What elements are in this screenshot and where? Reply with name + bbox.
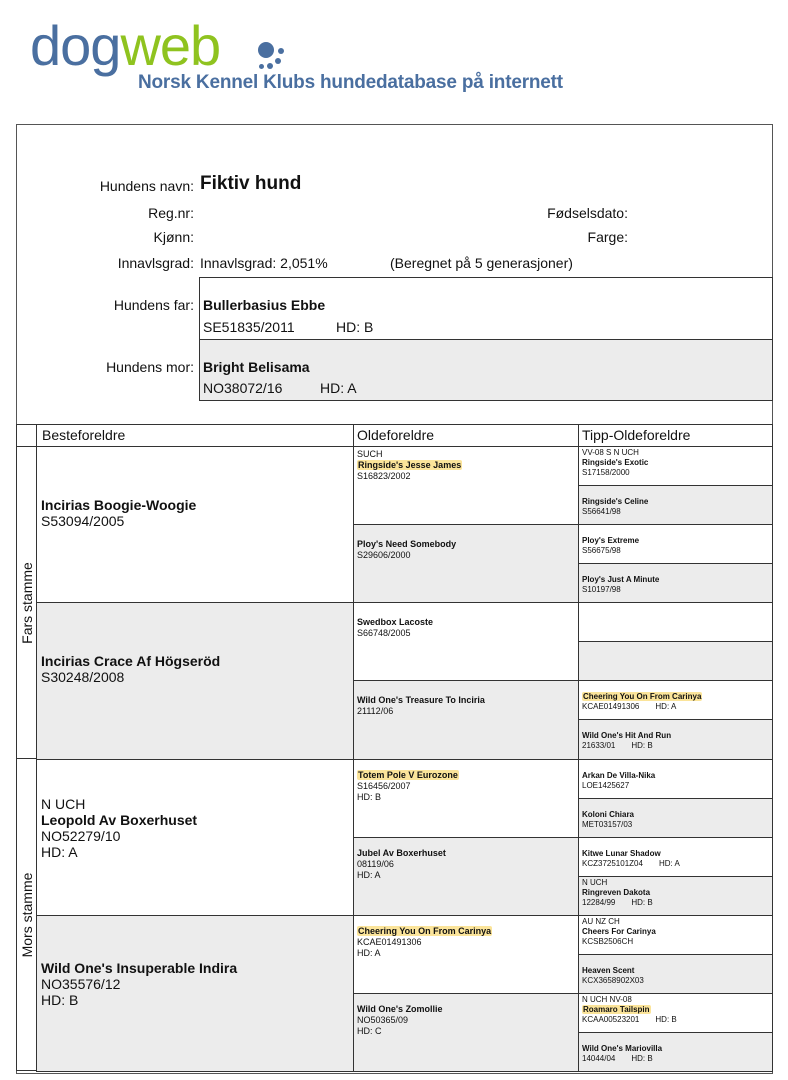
dam-line-label [16,758,37,1071]
hd-status: HD: A [658,859,680,868]
reg-line [582,937,772,947]
reg-number: S29606/2000 [357,550,411,560]
dog-name: Incirias Crace Af Högseröd [41,653,221,669]
hd-status: HD: B [631,1054,653,1063]
grandparent-entry [41,796,353,860]
color-label: Farge: [587,229,628,245]
header-great-great-grandparents: Tipp-Oldeforeldre [578,424,773,447]
great-grandparent-entry [357,603,578,639]
reg-line [582,585,772,595]
dog-name-text: Kitwe Lunar Shadow [582,849,661,858]
great-grandparent-cell[interactable] [353,602,579,681]
father-reg: SE51835/2011 [203,319,295,335]
hd-status: HD: A [41,843,78,860]
hd-status: HD: B [655,1015,677,1024]
reg-number: 21633/01 [582,741,616,750]
great-great-grandparent-cell[interactable] [578,837,773,877]
great-great-grandparent-entry [582,486,772,517]
dam-line-text: Mors stamme [18,872,35,957]
grandparent-entry [41,497,353,529]
great-great-grandparent-entry [582,1033,772,1064]
grandparent-cell[interactable] [36,759,354,916]
great-grandparent-entry [357,760,578,803]
logo-web-text: web [120,14,221,77]
great-great-grandparent-cell[interactable] [578,524,773,564]
great-grandparent-cell[interactable] [353,759,579,838]
reg-number: 08119/06 [357,859,394,869]
great-great-grandparent-cell[interactable] [578,915,773,955]
reg-line [357,1015,578,1026]
great-great-grandparent-cell[interactable] [578,680,773,720]
reg-number: 21112/06 [357,706,394,716]
great-great-grandparent-cell[interactable] [578,719,773,760]
inbreeding-label: Innavlsgrad: [117,255,194,271]
title-text: N UCH [41,795,86,812]
dog-name-text: Swedbox Lacoste [357,617,434,627]
regnr-label: Reg.nr: [148,205,194,221]
dog-name [582,849,772,859]
hd-status: HD: B [41,991,79,1008]
dog-name [582,536,772,546]
reg-number: NO35576/12 [41,975,121,992]
great-grandparent-entry [357,838,578,881]
dog-name [582,888,772,898]
title-text: SUCH [357,449,383,459]
dog-name-text: Arkan De Villa-Nika [582,771,656,780]
reg-number: S66748/2005 [357,628,411,638]
great-great-grandparent-entry [582,564,772,595]
great-grandparent-cell[interactable] [353,993,579,1072]
great-grandparent-cell[interactable] [353,915,579,994]
reg-number: KCAA00523201 [582,1015,640,1024]
great-great-grandparent-entry [582,799,772,830]
great-great-grandparent-cell[interactable] [578,876,773,916]
dog-name [582,1044,772,1054]
reg-line [357,937,578,948]
father-hd: HD: B [336,319,374,335]
father-name: Bullerbasius Ebbe [203,297,326,313]
header-grandparents: Besteforeldre [36,424,354,447]
sire-line-text: Fars stamme [18,561,35,644]
great-great-grandparent-entry [582,720,772,751]
reg-number: S56675/98 [582,546,621,555]
reg-number: 12284/99 [582,898,616,907]
dog-name: Wild One's Insuperable Indira [41,959,238,976]
dog-name [357,848,578,859]
header-spacer [16,424,37,447]
reg-line [357,550,578,561]
father-box[interactable] [199,277,773,340]
great-great-grandparent-entry [582,603,772,614]
dog-name-text: Cheers For Carinya [582,927,656,936]
great-great-grandparent-cell[interactable] [578,798,773,838]
dog-name-text: Cheering You On From Carinya [583,692,702,701]
reg-line [582,702,772,712]
great-great-grandparent-cell[interactable] [578,446,773,486]
dog-name [357,695,578,706]
dog-name-text: Heaven Scent [582,966,635,975]
reg-number: S16823/2002 [357,471,411,481]
reg-line [357,781,578,792]
logo-wordmark [30,14,221,77]
great-grandparent-cell[interactable] [353,680,579,760]
great-great-grandparent-cell[interactable] [578,759,773,799]
reg-number: LOE1425627 [582,781,630,790]
hd-status: HD: B [631,898,653,907]
dog-name [582,927,772,937]
great-great-grandparent-cell[interactable] [578,954,773,994]
title-text: AU NZ CH [582,917,620,926]
dog-name [582,458,772,468]
reg-number: KCX3658902X03 [582,976,644,985]
reg-number: S56641/98 [582,507,621,516]
great-great-grandparent-cell[interactable] [578,641,773,681]
dog-name [357,926,578,937]
great-grandparent-entry [357,916,578,959]
dog-name [582,771,772,781]
great-grandparent-cell[interactable] [353,837,579,916]
logo-tagline: Norsk Kennel Klubs hundedatabase på internett [138,72,563,93]
dog-name-text: Cheering You On From Carinya [358,926,492,936]
dog-name [582,497,772,507]
dog-name [357,617,578,628]
hd-status: HD: A [655,702,677,711]
reg-number: KCAE01491306 [357,937,422,947]
grandparent-cell[interactable] [36,915,354,1072]
reg-number: S30248/2008 [41,669,125,685]
dog-name-text: Totem Pole V Eurozone [358,770,458,780]
mother-label: Hundens mor: [106,359,194,375]
dog-name-text: Ringside's Jesse James [358,460,462,470]
grandparent-cell[interactable] [36,602,354,760]
reg-number: KCSB2506CH [582,937,634,946]
father-label: Hundens far: [113,297,194,313]
dog-name-text: Koloni Chiara [582,810,635,819]
great-grandparent-cell[interactable] [353,524,579,603]
dog-name-text: Jubel Av Boxerhuset [357,848,446,858]
reg-line [582,898,772,908]
name-label: Hundens navn: [99,178,194,194]
title-text: N UCH [582,878,608,887]
birthdate-label: Fødselsdato: [547,205,628,221]
reg-number: MET03157/03 [582,820,633,829]
reg-line [582,1015,772,1025]
dog-name-text: Ploy's Need Somebody [357,539,457,549]
reg-line [357,628,578,639]
great-great-grandparent-cell[interactable] [578,563,773,603]
dog-name-text: Wild One's Zomollie [357,1004,443,1014]
dog-name: Fiktiv hund [200,173,302,194]
reg-line [582,1054,772,1064]
inbreeding-value: Innavlsgrad: 2,051% [200,255,328,271]
great-great-grandparent-entry [582,760,772,791]
mother-hd: HD: A [320,380,357,396]
reg-line [582,820,772,830]
great-great-grandparent-entry [582,838,772,869]
reg-number: 14044/04 [582,1054,616,1063]
great-great-grandparent-cell[interactable] [578,993,773,1033]
reg-number: S53094/2005 [41,512,125,529]
dog-name-text: Ploy's Just A Minute [582,575,660,584]
reg-number: S16456/2007 [357,781,411,791]
dog-name [582,966,772,976]
reg-line [582,976,772,986]
great-great-grandparent-entry [582,642,772,653]
reg-line [357,471,578,482]
grandparent-cell[interactable] [36,446,354,603]
dog-name [582,575,772,585]
dog-name-text: Wild One's Treasure To Inciria [357,695,485,705]
inbreeding-note: (Beregnet på 5 generasjoner) [390,255,573,271]
sex-label: Kjønn: [153,229,194,245]
reg-number: S10197/98 [582,585,621,594]
sire-line-label [16,446,37,759]
mother-reg: NO38072/16 [203,380,283,396]
mother-name: Bright Belisama [203,359,310,375]
dog-name-text: Ploy's Extreme [582,536,640,545]
reg-line [582,741,772,751]
reg-number: NO52279/10 [41,827,121,844]
great-great-grandparent-entry [582,877,772,908]
dog-name: Incirias Boogie-Woogie [41,496,197,513]
reg-line [582,468,772,478]
dog-name [357,460,578,471]
reg-line [582,546,772,556]
great-grandparent-cell[interactable] [353,446,579,525]
reg-line [582,507,772,517]
great-grandparent-entry [357,447,578,482]
great-great-grandparent-cell[interactable] [578,1032,773,1072]
dog-name [357,770,578,781]
hd-status: HD: C [357,1026,382,1036]
reg-number: S17158/2000 [582,468,630,477]
mother-box[interactable] [199,339,773,401]
dog-name: Leopold Av Boxerhuset [41,811,198,828]
reg-line [357,706,578,717]
reg-line [582,781,772,791]
grandparent-entry [41,960,353,1008]
great-grandparent-entry [357,994,578,1037]
dogweb-logo[interactable] [30,14,590,98]
reg-number: KCZ3725101Z04 [582,859,643,868]
hd-status: HD: A [357,948,381,958]
logo-dog-text: dog [30,14,121,77]
great-grandparent-entry [357,681,578,717]
hd-status: HD: B [631,741,653,750]
dog-name [357,1004,578,1015]
great-great-grandparent-entry [582,525,772,556]
reg-number: KCAE01491306 [582,702,640,711]
title-text: N UCH NV-08 [582,995,632,1004]
hd-status: HD: A [357,870,381,880]
dog-name [582,692,772,702]
dog-name [582,1005,772,1015]
great-great-grandparent-entry [582,916,772,947]
dog-name [582,731,772,741]
reg-number: NO50365/09 [357,1015,409,1025]
great-great-grandparent-entry [582,681,772,712]
dog-name-text: Wild One's Hit And Run [582,731,672,740]
dog-name-text: Ringreven Dakota [582,888,651,897]
great-grandparent-entry [357,525,578,561]
dog-name-text: Ringside's Exotic [582,458,649,467]
reg-line [357,859,578,870]
reg-line [582,859,772,869]
great-great-grandparent-entry [582,994,772,1025]
dog-name-text: Ringside's Celine [582,497,649,506]
dog-name [357,539,578,550]
grandparent-entry [41,653,353,685]
great-great-grandparent-entry [582,955,772,986]
dog-name [582,810,772,820]
great-great-grandparent-entry [582,447,772,478]
dog-name-text: Roamaro Tailspin [583,1005,650,1014]
hd-status: HD: B [357,792,382,802]
great-great-grandparent-cell[interactable] [578,485,773,525]
header-great-grandparents: Oldeforeldre [353,424,579,447]
dog-name-text: Wild One's Mariovilla [582,1044,663,1053]
great-great-grandparent-cell[interactable] [578,602,773,642]
title-text: VV-08 S N UCH [582,448,639,457]
